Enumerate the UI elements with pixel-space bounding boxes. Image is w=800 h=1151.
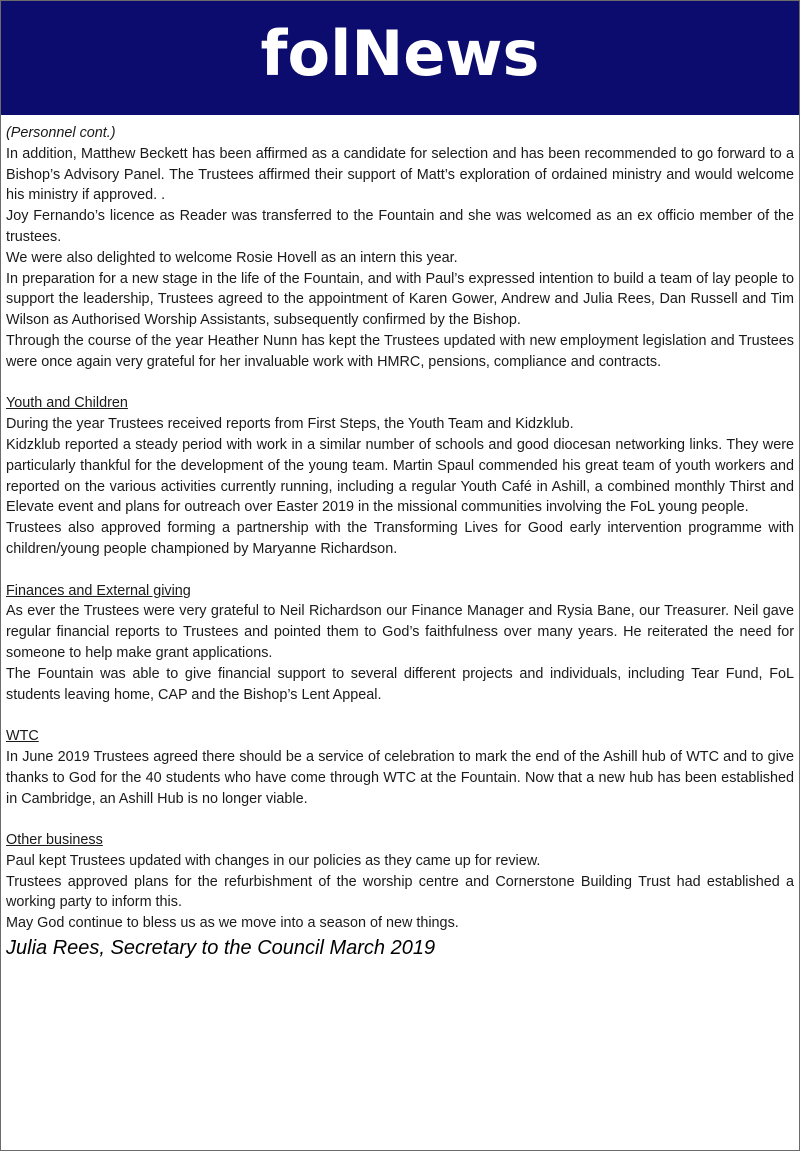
paragraph: Trustees also approved forming a partnership with the Transforming Lives for Good early intervention programme with children/young people championed by Maryanne Richardson.: [6, 520, 794, 557]
paragraph: May God continue to bless us as we move into a season of new things.: [6, 915, 459, 932]
section-heading-youth: Youth and Children: [6, 395, 128, 412]
paragraph: Through the course of the year Heather Nunn has kept the Trustees updated with new employment legislation and Trustees were once again very grateful for her invaluable work with HMRC, pensions, compliance and contracts.: [6, 332, 794, 370]
paragraph: Paul kept Trustees updated with changes in our policies as they came up for review.: [6, 852, 541, 869]
paragraph: Joy Fernando’s licence as Reader was transferred to the Fountain and she was welcomed as an ex officio member of the trustees.: [6, 208, 794, 245]
paragraph: In addition, Matthew Beckett has been affirmed as a candidate for selection and has been recommended to go forward to a Bishop’s Advisory Panel. The Trustees affirmed their support of Matt’s exploration of ordained ministry and would welcome his ministry if approved. .: [6, 145, 794, 204]
paragraph: We were also delighted to welcome Rosie Hovell as an intern this year.: [6, 249, 458, 266]
section-heading-wtc: WTC: [6, 728, 39, 745]
signature-line: Julia Rees, Secretary to the Council March 2019: [6, 937, 436, 960]
paragraph: The Fountain was able to give financial support to several different projects and individuals, including Tear Fund, FoL students leaving home, CAP and the Bishop’s Lent Appeal.: [6, 665, 794, 703]
newsletter-title: folNews: [260, 17, 540, 90]
personnel-cont-label: (Personnel cont.): [6, 125, 116, 141]
paragraph: In June 2019 Trustees agreed there should be a service of celebration to mark the end of the Ashill hub of WTC and to give thanks to God for the 40 students who have come through WTC at the Fountain. Now that a new hub has been established in Cambridge, an Ashill Hub is no longer viable.: [6, 748, 794, 807]
paragraph: As ever the Trustees were very grateful to Neil Richardson our Finance Manager and Rysia Bane, our Treasurer. Neil gave regular financial reports to Trustees and pointed them to God’s faithfulness over many years. He reiterated the need for someone to help make grant applications.: [6, 603, 794, 661]
article-body: [1, 115, 799, 962]
paragraph: During the year Trustees received reports from First Steps, the Youth Team and Kidzklub.: [6, 416, 574, 433]
section-heading-finances: Finances and External giving: [6, 582, 191, 599]
paragraph: Kidzklub reported a steady period with work in a similar number of schools and good diocesan networking links. They were particularly thankful for the development of the young team. Martin Spaul commended his great team of youth workers and reported on the various activities currently running, including a regular Youth Café in Ashill, a combined monthly Thirst and Elevate event and plans for outreach over Easter 2019 in the missional communities involving the FoL young people.: [6, 436, 794, 516]
paragraph: Trustees approved plans for the refurbishment of the worship centre and Cornerstone Building Trust had established a working party to inform this.: [6, 873, 794, 911]
paragraph: In preparation for a new stage in the life of the Fountain, and with Paul’s expressed intention to build a team of lay people to support the leadership, Trustees agreed to the appointment of Karen Gower, Andrew and Julia Rees, Dan Russell and Tim Wilson as Authorised Worship Assistants, subsequently confirmed by the Bishop.: [6, 270, 794, 329]
section-heading-other: Other business: [6, 832, 103, 849]
header-banner: [1, 1, 799, 115]
